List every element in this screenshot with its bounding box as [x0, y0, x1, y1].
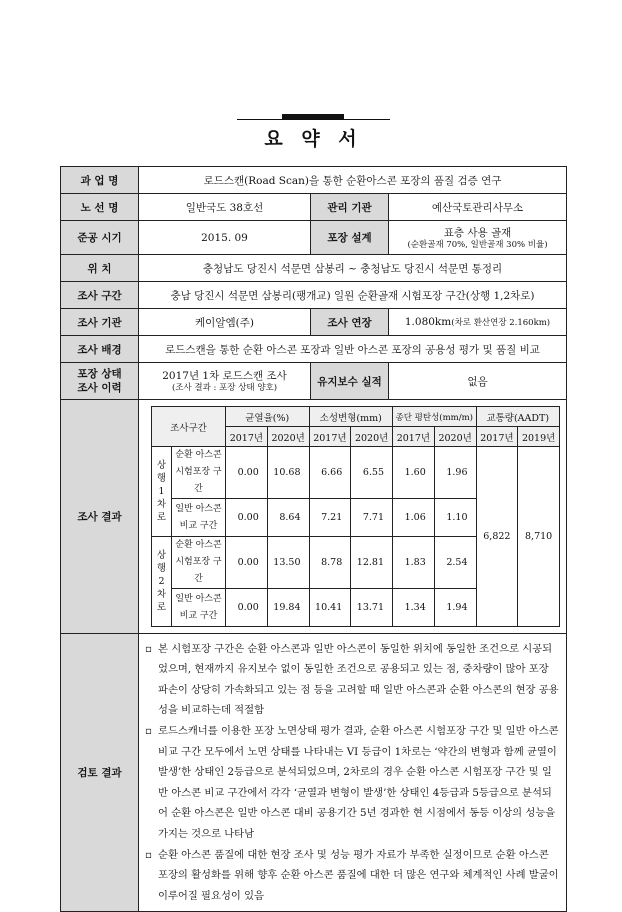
table-cell: 1.10: [434, 499, 476, 537]
year-header: 2019년: [518, 427, 560, 447]
table-cell: 6.66: [309, 447, 351, 499]
route-label: 노 선 명: [61, 194, 139, 221]
table-cell: 7.71: [351, 499, 393, 537]
segment-label: 순환 아스콘 시험포장 구간: [172, 537, 226, 589]
iri-header: 종단 평탄성(mm/m): [393, 407, 477, 427]
org-label: 조사 기관: [61, 309, 139, 336]
table-cell: 13.50: [267, 537, 309, 589]
table-cell: 8.78: [309, 537, 351, 589]
summary-table: [60, 166, 567, 912]
bullet-icon: ▫: [145, 848, 152, 861]
table-cell: 6.55: [351, 447, 393, 499]
segment-label: 일반 아스콘 비교 구간: [172, 589, 226, 627]
maint-label: 유지보수 실적: [311, 363, 389, 400]
segment-label: 일반 아스콘 비교 구간: [172, 499, 226, 537]
maint-value: 없음: [389, 363, 567, 400]
rut-header: 소성변형(mm): [309, 407, 393, 427]
year-header: 2020년: [267, 427, 309, 447]
result-cell: [139, 400, 567, 634]
year-header: 2017년: [476, 427, 518, 447]
year-header: 2017년: [393, 427, 435, 447]
length-label: 조사 연장: [311, 309, 389, 336]
review-paragraph: [145, 721, 560, 845]
table-cell: 0.00: [226, 447, 268, 499]
table-cell: 19.84: [267, 589, 309, 627]
background-value: 로드스캔을 통한 순환 아스콘 포장과 일반 아스콘 포장의 공용성 평가 및 품질 비교: [139, 336, 567, 363]
table-cell: 8.64: [267, 499, 309, 537]
table-cell: 1.96: [434, 447, 476, 499]
status-cell: [139, 363, 311, 400]
year-header: 2017년: [309, 427, 351, 447]
section-header: 조사구간: [152, 407, 226, 447]
status-label: [61, 363, 139, 400]
pavement-label: 포장 설계: [311, 221, 389, 255]
length-cell: [389, 309, 567, 336]
length-value: 1.080km: [404, 316, 452, 328]
bullet-icon: ▫: [145, 725, 152, 738]
status-sub: (조사 결과 : 포장 상태 양호): [171, 383, 278, 393]
review-text: 본 시험포장 구간은 순환 아스콘과 일반 아스콘이 동일한 위치에 동일한 조건으로 시공되었으며, 현재까지 유지보수 없이 동일한 조건으로 공용되고 있는 점, 중차량이 많아 포장 파손이 상당히 가속화되고 있는 점 등을 고려할 때 일반 아스콘과 순환 아스콘의 현장 공용성을 비교하는데 적절함: [158, 642, 559, 717]
aadt-2017: 6,822: [476, 447, 518, 627]
table-cell: 10.68: [267, 447, 309, 499]
year-header: 2020년: [351, 427, 393, 447]
result-label: 조사 결과: [61, 400, 139, 634]
year-header: 2020년: [434, 427, 476, 447]
table-cell: 0.00: [226, 537, 268, 589]
review-text: 순환 아스콘 품질에 대한 현장 조사 및 성능 평가 자료가 부족한 실정이므로 순환 아스콘 포장의 활성화를 위해 향후 순환 아스콘 품질에 대한 더 많은 연구와 체계적인 사례 발굴이 이루어질 필요성이 있음: [158, 848, 559, 902]
table-cell: 0.00: [226, 589, 268, 627]
location-value: 충청남도 당진시 석문면 삼봉리 ~ 충청남도 당진시 석문면 통정리: [139, 255, 567, 282]
review-cell: [139, 634, 567, 912]
status-label-1: 포장 상태: [77, 368, 122, 380]
table-cell: 2.54: [434, 537, 476, 589]
location-label: 위 치: [61, 255, 139, 282]
results-table: [151, 406, 560, 627]
status-label-2: 조사 이력: [77, 382, 122, 394]
page-title: 요 약 서: [264, 128, 363, 150]
agency-label: 관리 기관: [311, 194, 389, 221]
completion-value: 2015. 09: [139, 221, 311, 255]
pavement-value: 표층 사용 골재: [443, 226, 512, 239]
table-cell: 1.94: [434, 589, 476, 627]
pavement-sub: (순환골재 70%, 일반골재 30% 비율): [407, 239, 548, 250]
completion-label: 준공 시기: [61, 221, 139, 255]
review-label: 검토 결과: [61, 634, 139, 912]
table-cell: 0.00: [226, 499, 268, 537]
section-label: 조사 구간: [61, 282, 139, 309]
title-underline: [237, 119, 390, 120]
lane1-label: 상행 1차로: [152, 447, 172, 537]
crack-header: 균열율(%): [226, 407, 310, 427]
route-value: 일반국도 38호선: [139, 194, 311, 221]
project-label: 과 업 명: [61, 167, 139, 194]
year-header: 2017년: [226, 427, 268, 447]
lane2-label: 상행 2차로: [152, 537, 172, 627]
table-cell: 1.06: [393, 499, 435, 537]
table-cell: 1.34: [393, 589, 435, 627]
bullet-icon: ▫: [145, 642, 152, 655]
table-cell: 1.83: [393, 537, 435, 589]
review-paragraph: [145, 639, 560, 721]
length-sub: (차로 환산연장 2.160km): [451, 318, 551, 328]
aadt-2019: 8,710: [518, 447, 560, 627]
table-cell: 10.41: [309, 589, 351, 627]
background-label: 조사 배경: [61, 336, 139, 363]
project-value: 로드스캔(Road Scan)을 통한 순환아스콘 포장의 품질 검증 연구: [139, 167, 567, 194]
table-cell: 7.21: [309, 499, 351, 537]
table-cell: 1.60: [393, 447, 435, 499]
pavement-cell: [389, 221, 567, 255]
table-cell: 13.71: [351, 589, 393, 627]
section-value: 충남 당진시 석문면 삼봉리(팽개교) 일원 순환골재 시험포장 구간(상행 1,2차로): [139, 282, 567, 309]
status-value: 2017년 1차 로드스캔 조사: [162, 370, 287, 382]
review-paragraph: [145, 845, 560, 907]
agency-value: 예산국토관리사무소: [389, 194, 567, 221]
aadt-header: 교통량(AADT): [476, 407, 560, 427]
table-cell: 12.81: [351, 537, 393, 589]
segment-label: 순환 아스콘 시험포장 구간: [172, 447, 226, 499]
review-text: 로드스캐너를 이용한 포장 노면상태 평가 결과, 순환 아스콘 시험포장 구간 및 일반 아스콘 비교 구간 모두에서 노면 상태를 나타내는 VI 등급이 1차로는 ‘약간의 변형과 함께 균열이 발생’한 상태인 2등급으로 분석되었으며, 2차로의 경우 순환 아스콘 시험포장 구간 및 일반 아스콘 비교 구간에서 각각 ‘균열과 변형이 발생’한 상태인 4등급과 5등급으로 분석되어 순환 아스콘은 일반 아스콘 대비 공용기간 5년 경과한 현 시점에서 동등 이상의 성능을 가지는 것으로 나타남: [158, 725, 559, 840]
org-value: 케이알엠(주): [139, 309, 311, 336]
